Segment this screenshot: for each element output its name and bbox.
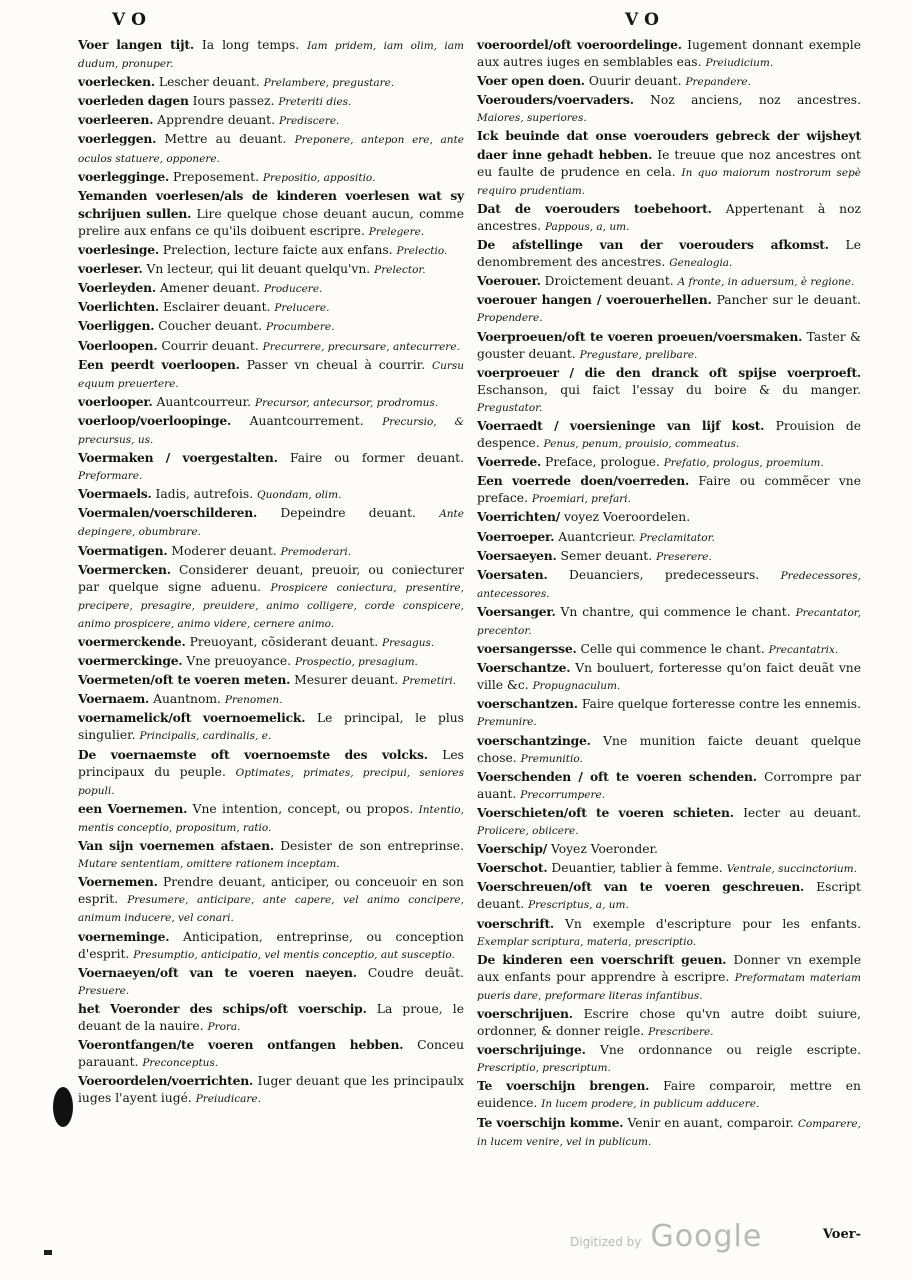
- entry-latin: Premoderari.: [280, 545, 352, 558]
- dictionary-entry: [477, 91, 861, 127]
- running-header-right: V O: [625, 10, 659, 30]
- dictionary-entry: [78, 92, 464, 111]
- dictionary-entry: [477, 72, 861, 91]
- entry-headword: Voeroordelen/voerrichten.: [78, 1073, 254, 1089]
- entry-latin: Precantator, precentor.: [477, 606, 861, 637]
- dictionary-entry: [78, 168, 464, 187]
- entry-french: Lescher deuant.: [158, 75, 260, 90]
- entry-headword: Voersanger.: [477, 603, 556, 619]
- dictionary-entry: [78, 542, 464, 561]
- entry-latin: Prelegere.: [368, 225, 425, 238]
- entry-latin: Producere.: [263, 283, 323, 296]
- dictionary-entry: [477, 695, 861, 731]
- dictionary-entry: [78, 800, 464, 837]
- entry-french: Ia long temps.: [201, 38, 300, 52]
- dictionary-entry: [78, 485, 464, 504]
- dictionary-entry: [477, 508, 861, 527]
- entry-latin: Penus, penum, prouisio, commeatus.: [543, 438, 740, 451]
- entry-headword: De voernaemste oft voernoemste des volcks.: [78, 746, 428, 762]
- entry-headword: Ick beuinde dat onse voerouders gebreck der wijsheyt daer inne gehadt hebben.: [477, 128, 861, 162]
- entry-headword: Voerschenden / oft te voeren schenden.: [477, 768, 757, 784]
- entry-french: Les principaux du peuple.: [78, 747, 464, 779]
- entry-latin: Ante depingere, obumbrare.: [78, 508, 464, 539]
- entry-headword: Voerraedt / voersieninge van lijf kost.: [477, 417, 765, 433]
- entry-headword: Voer open doen.: [477, 73, 585, 89]
- entry-french: Passer vn cheual à courrir.: [246, 357, 426, 372]
- dictionary-entry: [78, 928, 464, 964]
- entry-latin: Mutare sententiam, omittere rationem inceptam.: [78, 858, 340, 871]
- entry-latin: Pappous, a, um.: [544, 220, 630, 233]
- entry-french: Prendre deuant, anticiper, ou conceuoir en son esprit.: [78, 875, 464, 907]
- entry-french: Deuanciers, predecesseurs.: [568, 567, 760, 582]
- entry-headword: Voersaten.: [477, 566, 548, 582]
- catchword: Voer-: [822, 1227, 861, 1242]
- entry-french: Pancher sur le deuant.: [716, 293, 861, 308]
- entry-latin: Proiicere, obiicere.: [477, 825, 579, 838]
- entry-headword: voerlecken.: [78, 74, 155, 90]
- entry-headword: Voermaken / voergestalten.: [78, 450, 278, 466]
- dictionary-entry: [78, 356, 464, 393]
- entry-latin: In quo maiorum nostrorum sepè requiro prudentiam.: [477, 166, 861, 197]
- dictionary-entry: [477, 1077, 861, 1113]
- dictionary-entry: [78, 837, 464, 873]
- entry-french: Iugement donnant exemple aux autres iuges en semblables eas.: [477, 38, 861, 70]
- entry-french: Iecter au deuant.: [743, 805, 861, 820]
- entry-french: Corrompre par auant.: [477, 769, 861, 801]
- dictionary-entry: [477, 291, 861, 327]
- dictionary-entry: [78, 279, 464, 298]
- entry-headword: Voermercken.: [78, 561, 171, 577]
- entry-french: Preposement.: [172, 169, 259, 184]
- entry-headword: Voerschieten/oft te voeren schieten.: [477, 804, 734, 820]
- dictionary-entry: [477, 640, 861, 659]
- entry-latin: Precursor, antecursor, prodromus.: [255, 396, 439, 409]
- dictionary-entry: [78, 449, 464, 485]
- entry-french: Ouurir deuant.: [588, 74, 682, 89]
- entry-latin: Prescriptio, prescriptum.: [477, 1062, 611, 1075]
- entry-headword: De kinderen een voerschrift geuen.: [477, 951, 727, 967]
- entry-latin: Prepandere.: [685, 76, 751, 89]
- entry-headword: voerloop/voerloopinge.: [78, 412, 232, 428]
- entry-headword: voerschantzinge.: [477, 732, 591, 748]
- entry-headword: Van sijn voernemen afstaen.: [78, 838, 274, 854]
- left-column: [78, 36, 464, 1108]
- entry-latin: Proemiari, prefari.: [531, 493, 631, 506]
- dictionary-entry: [477, 732, 861, 768]
- entry-french: Voyez Voeronder.: [550, 842, 658, 857]
- entry-french: Lire quelque chose deuant aucun, comme prelire aux enfans ce qu'ils doibuent escripre.: [78, 206, 464, 238]
- dictionary-entry: [477, 36, 861, 72]
- entry-headword: voerleeren.: [78, 112, 154, 128]
- entry-french: Venir en auant, comparoir.: [627, 1115, 794, 1130]
- dictionary-entry: [477, 840, 861, 859]
- entry-french: voyez Voeroordelen.: [563, 510, 691, 525]
- dictionary-entry: [78, 1072, 464, 1108]
- entry-latin: Prescriptus, a, um.: [528, 899, 629, 912]
- entry-french: Vne intention, concept, ou propos.: [192, 801, 414, 816]
- entry-headword: Voerproeuen/oft te voeren proeuen/voersmaken.: [477, 328, 803, 344]
- entry-french: Vn lecteur, qui lit deuant quelqu'vn.: [146, 262, 371, 277]
- entry-headword: voerleden dagen: [78, 93, 189, 109]
- entry-headword: Voermeten/oft te voeren meten.: [78, 672, 291, 688]
- dictionary-entry: [78, 652, 464, 671]
- dictionary-entry: [477, 272, 861, 291]
- dictionary-entry: [477, 236, 861, 272]
- entry-french: Esclairer deuant.: [162, 300, 271, 315]
- entry-latin: Principalis, cardinalis, e.: [139, 730, 272, 743]
- dictionary-entry: [78, 241, 464, 260]
- dictionary-entry: [78, 504, 464, 541]
- entry-latin: Propendere.: [477, 312, 543, 325]
- dictionary-entry: [78, 130, 464, 167]
- dictionary-entry: [477, 547, 861, 566]
- dictionary-entry: [477, 659, 861, 695]
- entry-french: Considerer deuant, preuoir, ou coniecturer par quelque signe aduenu.: [78, 562, 464, 594]
- entry-headword: voernamelick/oft voernoemelick.: [78, 710, 306, 726]
- dictionary-entry: [78, 690, 464, 709]
- entry-french: Mesurer deuant.: [294, 673, 399, 688]
- entry-headword: voermerckende.: [78, 634, 186, 649]
- entry-latin: Predecessores, antecessores.: [477, 569, 861, 600]
- dictionary-entry: [477, 915, 861, 951]
- dictionary-entry: [477, 528, 861, 547]
- dictionary-entry: [477, 1005, 861, 1041]
- entry-headword: De afstellinge van der voerouders afkomst.: [477, 237, 829, 253]
- dictionary-entry: [78, 671, 464, 690]
- dictionary-entry: [78, 964, 464, 1000]
- entry-french: Le principal, le plus singulier.: [78, 711, 464, 743]
- entry-headword: voerouer hangen / voerouerhellen.: [477, 292, 712, 308]
- dictionary-entry: [477, 472, 861, 508]
- entry-french: Ie treuue que noz ancestres ont eu faulte de prudence en cela.: [477, 147, 861, 179]
- entry-latin: Presuere.: [78, 984, 130, 997]
- entry-latin: Precurrere, precursare, antecurrere.: [262, 340, 460, 353]
- entry-french: Courrir deuant.: [161, 338, 259, 353]
- entry-headword: Voerleyden.: [78, 280, 156, 296]
- dictionary-entry: [477, 127, 861, 199]
- dictionary-entry: [477, 804, 861, 840]
- entry-french: Semer deuant.: [560, 548, 653, 563]
- entry-headword: Voerrichten/: [477, 509, 561, 525]
- entry-headword: Voerschot.: [477, 860, 548, 876]
- entry-latin: Iam pridem, iam olim, iam dudum, pronuper.: [78, 40, 464, 71]
- entry-french: Iadis, autrefois.: [155, 487, 254, 502]
- ink-speck: [44, 1250, 52, 1255]
- entry-french: Moderer deuant.: [171, 543, 277, 558]
- entry-french: Faire comparoir, mettre en euidence.: [477, 1079, 861, 1111]
- entry-latin: Preformatam materiam pueris dare, preformare literas infantibus.: [477, 971, 861, 1002]
- entry-latin: Precursio, & precursus, us.: [78, 415, 464, 446]
- entry-french: Conceu parauant.: [78, 1038, 464, 1070]
- watermark-prefix: Digitized by: [570, 1235, 642, 1249]
- entry-latin: Pregustator.: [477, 401, 543, 414]
- entry-latin: Prepositio, appositio.: [262, 171, 376, 184]
- entry-french: Vn bouluert, forteresse qu'on faict deuãt vne ville &c.: [477, 661, 861, 693]
- entry-headword: Te voerschijn komme.: [477, 1114, 624, 1130]
- entry-headword: Voernaeyen/oft van te voeren naeyen.: [78, 964, 357, 980]
- entry-french: Desister de son entreprinse.: [280, 839, 464, 854]
- dictionary-entry: [78, 393, 464, 412]
- entry-french: Prelection, lecture faicte aux enfans.: [162, 243, 393, 258]
- entry-headword: voerschantzen.: [477, 696, 578, 712]
- dictionary-entry: [78, 561, 464, 633]
- entry-french: Mettre au deuant.: [164, 132, 287, 147]
- entry-french: Faire quelque forteresse contre les ennemis.: [581, 697, 861, 712]
- entry-headword: voeroordel/oft voeroordelinge.: [477, 37, 682, 52]
- entry-french: Taster & gouster deuant.: [477, 329, 862, 361]
- entry-french: Vn exemple d'escripture pour les enfants.: [564, 916, 861, 931]
- entry-latin: Prelector.: [374, 264, 426, 277]
- entry-latin: Prospectio, presagium.: [294, 656, 418, 669]
- entry-headword: voersangersse.: [477, 641, 577, 657]
- entry-headword: voerschrift.: [477, 915, 555, 931]
- entry-french: Vn chantre, qui commence le chant.: [560, 604, 791, 619]
- running-header-left: V O: [112, 10, 146, 30]
- entry-latin: Maiores, superiores.: [477, 112, 587, 125]
- entry-latin: Ventrale, succinctorium.: [726, 863, 857, 876]
- dictionary-entry: [477, 603, 861, 640]
- entry-latin: Exemplar scriptura, materia, prescriptio.: [477, 935, 697, 948]
- entry-latin: Pregustare, prelibare.: [579, 348, 698, 361]
- entry-french: Coudre deuãt.: [367, 965, 464, 980]
- entry-headword: voernemingе.: [78, 928, 170, 944]
- entry-french: Celle qui commence le chant.: [580, 642, 765, 657]
- ink-blot: [53, 1087, 73, 1127]
- entry-latin: Optimates, primates, precipui, seniores populi.: [78, 766, 464, 797]
- dictionary-entry: [78, 412, 464, 449]
- entry-latin: In lucem proderе, in publicum adducere.: [541, 1098, 760, 1111]
- entry-french: Vne preuoyance.: [186, 654, 292, 669]
- entry-headword: voerlegginge.: [78, 168, 170, 184]
- dictionary-entry: [78, 73, 464, 92]
- entry-latin: Prefatio, prologus, proemium.: [663, 457, 824, 470]
- dictionary-entry: [477, 1041, 861, 1077]
- dictionary-entry: [78, 36, 464, 73]
- entry-headword: Voerouders/voervaders.: [477, 92, 634, 108]
- entry-latin: Premunire.: [477, 716, 537, 729]
- entry-french: Auantcrieur.: [558, 529, 636, 544]
- entry-latin: Presagus.: [382, 637, 435, 649]
- dictionary-entry: [78, 317, 464, 336]
- dictionary-entry: [477, 951, 861, 1005]
- entry-headword: Een voerrede doen/voerreden.: [477, 473, 690, 489]
- entry-french: Vne ordonnance ou reigle escripte.: [600, 1043, 861, 1058]
- digitized-watermark: [570, 1219, 762, 1254]
- entry-french: Iours passez.: [192, 94, 275, 109]
- dictionary-entry: [78, 337, 464, 356]
- dictionary-entry: [477, 200, 861, 236]
- entry-headword: Voerschreuen/oft van te voeren geschreuen.: [477, 879, 805, 895]
- dictionary-entry: [477, 878, 861, 914]
- dictionary-entry: [477, 453, 861, 472]
- entry-french: Donner vn exemple aux enfants pour apprendre à escripre.: [477, 952, 861, 984]
- entry-french: Depeindre deuant.: [280, 506, 416, 521]
- entry-french: Auantnom.: [153, 692, 221, 707]
- entry-headword: voerleggen.: [78, 131, 157, 147]
- entry-latin: A fronte, in aduersum, è regione.: [677, 276, 855, 289]
- entry-headword: Voermatigen.: [78, 542, 168, 558]
- entry-french: Auantcourrement.: [249, 413, 364, 428]
- entry-headword: voerlooper.: [78, 393, 153, 409]
- entry-latin: Precantatrix.: [768, 644, 839, 657]
- entry-latin: Prora.: [207, 1020, 241, 1033]
- entry-latin: Comparere, in lucem venire, vel in publicum.: [477, 1117, 861, 1148]
- entry-latin: Precorrumpere.: [520, 788, 606, 801]
- entry-headword: Voer langen tijt.: [78, 37, 194, 52]
- dictionary-entry: [477, 364, 861, 417]
- entry-headword: Voerschantze.: [477, 660, 571, 676]
- entry-french: Deuantier, tablier à femme.: [551, 861, 723, 876]
- entry-latin: Preponere, antepon ere, ante oculos statuere, opponere.: [78, 134, 464, 165]
- entry-latin: Prenomen.: [224, 694, 283, 707]
- entry-latin: Propugnaculum.: [532, 680, 621, 693]
- entry-headword: voerschrijuinge.: [477, 1042, 586, 1058]
- entry-headword: Voerlichten.: [78, 299, 160, 315]
- entry-latin: Presumptio, anticipatio, vel mentis conceptio, aut susceptio.: [133, 948, 455, 961]
- entry-headword: Voerschip/: [477, 841, 548, 857]
- entry-latin: Genealogia.: [669, 257, 733, 270]
- entry-headword: Een peerdt voerloopen.: [78, 356, 240, 372]
- entry-latin: Prelectio.: [396, 245, 448, 258]
- dictionary-entry: [78, 111, 464, 130]
- entry-latin: Premetiri.: [402, 675, 457, 688]
- entry-latin: Cursu equum preuertere.: [78, 359, 464, 390]
- entry-french: Auantcourreur.: [156, 394, 252, 409]
- entry-french: Preuoyant, cõsiderant deuant.: [189, 635, 379, 649]
- dictionary-entry: [78, 187, 464, 241]
- entry-latin: Prelucere.: [274, 302, 330, 315]
- entry-french: Prouision de despence.: [477, 418, 861, 451]
- dictionary-entry: [78, 298, 464, 317]
- entry-headword: Voerrede.: [477, 454, 542, 470]
- entry-french: Escript deuant.: [477, 880, 861, 912]
- entry-headword: Voermalen/voerschilderen.: [78, 505, 258, 521]
- entry-headword: Te voerschijn brengen.: [477, 1078, 650, 1094]
- entry-latin: Prediscere.: [278, 115, 340, 128]
- entry-headword: Voersaeyen.: [477, 547, 557, 563]
- entry-latin: Prospicere coniectura, presentire, precipere, presagire, preuidere, animo colligere, corde conspicere, animo prospicere, animo videre, cernere animo.: [78, 581, 464, 630]
- entry-headword: voerproeuer / die den dranck oft spijse voerproeft.: [477, 364, 861, 380]
- entry-headword: voerleser.: [78, 261, 143, 277]
- right-column: [477, 36, 861, 1151]
- entry-french: Eschanson, qui faict l'essay du boire & du manger.: [477, 382, 861, 397]
- entry-latin: Preclamitator.: [639, 531, 715, 544]
- entry-latin: Preformare.: [78, 470, 143, 483]
- dictionary-entry: [477, 417, 861, 453]
- dictionary-entry: [477, 1114, 861, 1151]
- dictionary-entry: [477, 566, 861, 603]
- dictionary-entry: [477, 859, 861, 878]
- entry-latin: Premunitio.: [520, 752, 583, 765]
- entry-latin: Preiudicare.: [195, 1093, 261, 1106]
- entry-french: Faire ou commẽcer vne preface.: [477, 474, 861, 506]
- entry-french: Faire ou former deuant.: [290, 451, 464, 466]
- entry-headword: Dat de voerouders toebehoort.: [477, 200, 712, 216]
- dictionary-entry: [78, 260, 464, 279]
- entry-french: Droictement deuant.: [544, 274, 674, 289]
- entry-french: Appertenant à noz ancestres.: [477, 201, 861, 233]
- entry-french: Escrire chose qu'vn autre doibt suiure, ordonner, & donner reigle.: [477, 1006, 861, 1039]
- entry-latin: Intentio, mentis conceptio, propositum, ratio.: [78, 803, 464, 834]
- entry-latin: Prelambere, pregustare.: [263, 77, 395, 90]
- entry-latin: Prescribere.: [648, 1026, 714, 1039]
- entry-headword: Voerouer.: [477, 273, 541, 289]
- entry-headword: voermerckinge.: [78, 653, 183, 669]
- entry-latin: Preiudicium.: [705, 57, 774, 70]
- entry-latin: Presumere, anticipare, ante capere, vel animo concipere, animum inducere, vel conari.: [78, 894, 464, 925]
- entry-headword: Voernaem.: [78, 691, 150, 707]
- entry-headword: Voernemen.: [78, 874, 158, 890]
- entry-french: La proue, le deuant de la nauire.: [78, 1001, 464, 1033]
- dictionary-entry: [78, 709, 464, 745]
- entry-french: Apprendre deuant.: [157, 113, 276, 128]
- entry-headword: het Voeronder des schips/oft voerschip.: [78, 1000, 367, 1016]
- dictionary-entry: [78, 746, 464, 800]
- entry-headword: een Voernemen.: [78, 800, 188, 816]
- entry-french: Preface, prologue.: [545, 455, 660, 470]
- dictionary-entry: [477, 328, 861, 364]
- entry-headword: Voerroeper.: [477, 528, 555, 544]
- watermark-brand: Google: [650, 1219, 763, 1254]
- dictionary-entry: [477, 768, 861, 804]
- entry-headword: Voerloopen.: [78, 337, 158, 353]
- entry-french: Vne munition faicte deuant quelque chose.: [477, 733, 861, 765]
- entry-headword: Yemanden voerlesen/als de kinderen voerlesen wat sy schrijuen sullen.: [78, 187, 464, 221]
- entry-headword: voerschrijuen.: [477, 1005, 573, 1021]
- entry-headword: Voerliggen.: [78, 318, 155, 334]
- entry-latin: Preconceptus.: [142, 1057, 219, 1070]
- entry-french: Iuger deuant que les principaulx iuges l'ayent iugé.: [78, 1074, 464, 1106]
- entry-french: Anticipation, entreprinse, ou conception d'esprit.: [78, 929, 464, 961]
- entry-latin: Quondam, olim.: [257, 489, 342, 502]
- dictionary-entry: [78, 633, 464, 652]
- entry-french: Le denombrement des ancestres.: [477, 238, 861, 270]
- entry-headword: Voerontfangen/te voeren ontfangen hebben.: [78, 1037, 404, 1053]
- entry-latin: Procumbere.: [265, 321, 335, 334]
- entry-latin: Preteriti dies.: [278, 96, 352, 109]
- entry-french: Noz anciens, noz ancestres.: [650, 93, 861, 108]
- entry-headword: Voermaels.: [78, 486, 152, 502]
- dictionary-entry: [78, 873, 464, 927]
- entry-headword: voerlesinge.: [78, 242, 159, 258]
- entry-latin: Preserere.: [656, 550, 712, 563]
- entry-french: Coucher deuant.: [158, 319, 263, 334]
- dictionary-entry: [78, 1036, 464, 1072]
- dictionary-entry: [78, 1000, 464, 1036]
- entry-french: Amener deuant.: [159, 281, 260, 296]
